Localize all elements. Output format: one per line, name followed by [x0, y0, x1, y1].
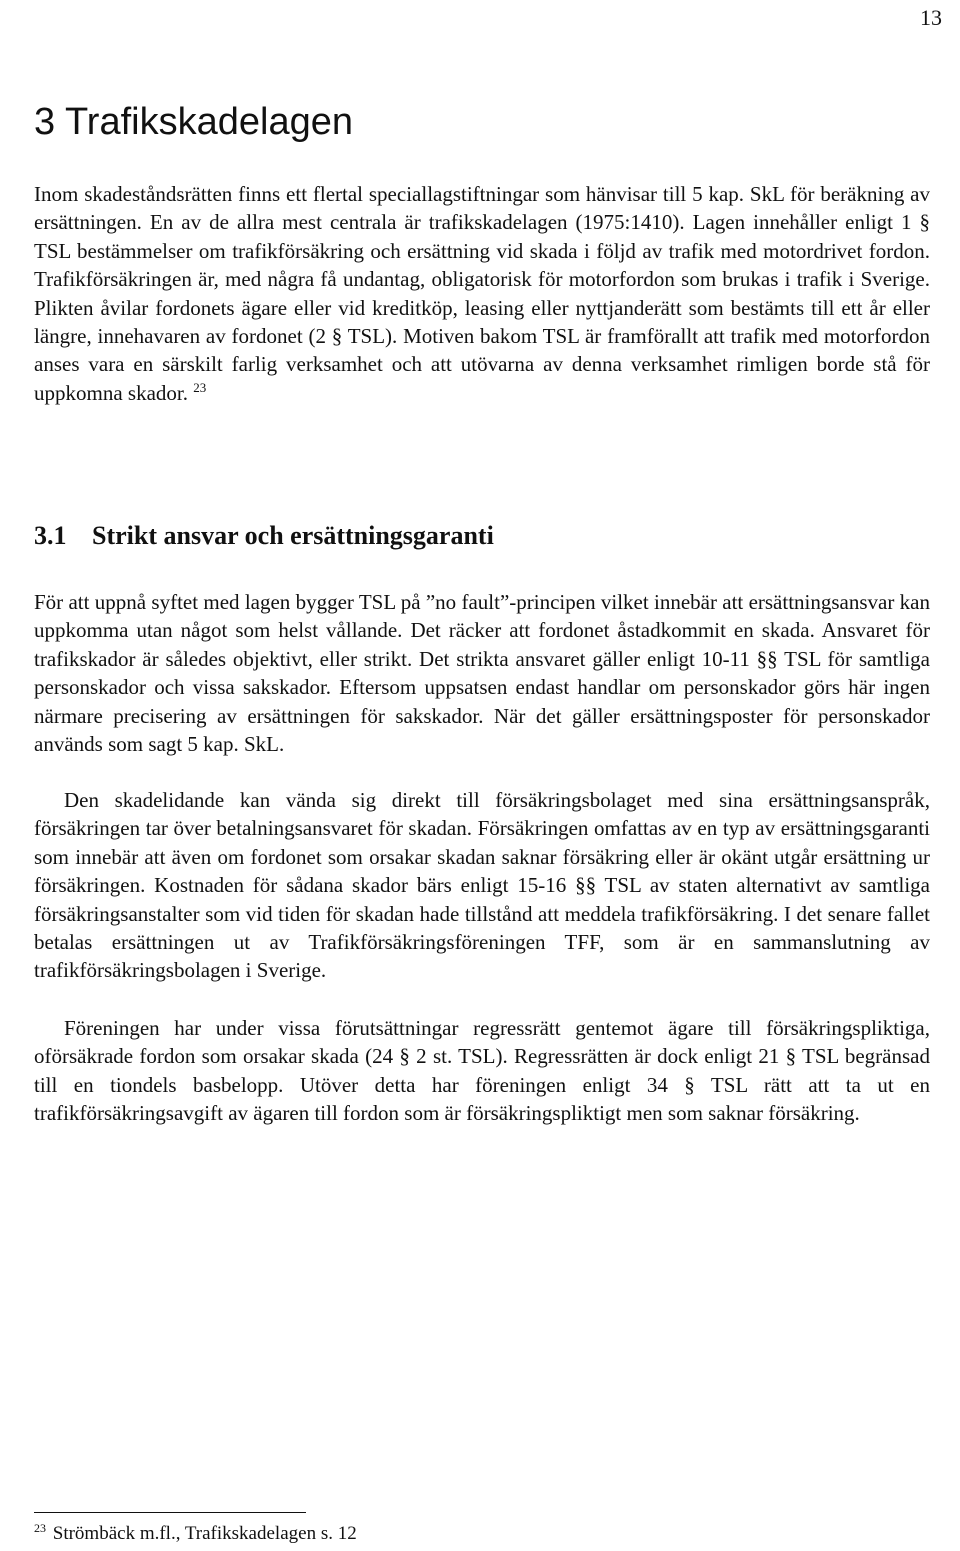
footnote-reference: 23 — [193, 379, 207, 395]
footnote — [34, 1522, 357, 1546]
page-number: 13 — [920, 5, 942, 30]
intro-paragraph — [34, 180, 930, 407]
intro-text: Inom skadeståndsrätten finns ett flertal speciallagstiftningar som hänvisar till 5 kap. SkL för beräkning av ersättningen. En av de allra mest centrala är trafikskadelagen (1975:1410). Lagen innehåller enligt 1 § TSL bestämmelser om trafikförsäkring och ersättning vid skada i följd av trafik med motordrivet fordon. Trafikförsäkringen är, med några få undantag, obligatorisk för motorfordon som brukas i trafik i Sverige. Plikten åvilar fordonets ägare eller vid kreditköp, leasing eller nyttjanderätt som bestämts till ett år eller längre, innehavaren av fordonet (2 § TSL). Motiven bakom TSL är framförallt att trafik med motorfordon anses vara en särskilt farlig verksamhet och att utövarna av denna verksamhet rimligen borde stå för uppkomna skador. — [34, 182, 930, 405]
paragraph-ersattningsgaranti: Den skadelidande kan vända sig direkt till försäkringsbolaget med sina ersättningsanspråk, försäkringen tar över betalningsansvaret för skadan. Försäkringen omfattas av en typ av ersättningsgaranti som innebär att även om fordonet som orsakar skadan saknar försäkring eller är okänt utgår ersättning ur försäkringen. Kostnaden för sådana skador bärs enligt 15-16 §§ TSL av staten alternativt av samtliga försäkringsanstalter som vid tiden för skadan hade tillstånd att meddela trafikförsäkring. I det senare fallet betalas ersättningen ut av Trafikförsäkringsföreningen TFF, som är en sammanslutning av trafikförsäkringsbolagen i Sverige. — [34, 788, 930, 983]
footnote-number: 23 — [34, 1520, 46, 1535]
section-title: Strikt ansvar och ersättningsgaranti — [92, 521, 494, 550]
section-number: 3.1 — [34, 521, 67, 550]
footnote-text: Strömbäck m.fl., Trafikskadelagen s. 12 — [52, 1523, 357, 1544]
paragraph-regressratt: Föreningen har under vissa förutsättningar regressrätt gentemot ägare till försäkringspliktiga, oförsäkrade fordon som orsakar skada (24 § 2 st. TSL). Regressrätten är dock enligt 21 § TSL begränsad till en tiondels basbelopp. Utöver detta har föreningen enligt 34 § TSL rätt att ta ut en trafikförsäkringsavgift av ägaren till fordon som är försäkringspliktigt men som saknar försäkring. — [34, 1016, 930, 1126]
section-heading — [34, 518, 494, 554]
footnote-separator — [34, 1512, 306, 1513]
paragraph-no-fault: För att uppnå syftet med lagen bygger TSL på ”no fault”-principen vilket innebär att ersättningsansvar kan uppkomma utan något som helst vållande. Det räcker att fordonet åstadkommit en skada. Ansvaret för trafikskador är således objektivt, eller strikt. Det strikta ansvaret gäller enligt 10-11 §§ TSL för samtliga personskador och vissa sakskador. Eftersom uppsatsen endast handlar om personskador görs här ingen närmare precisering av ersättningen för sakskador. När det gäller ersättningsposter för personskador används som sagt 5 kap. SkL. — [34, 590, 930, 757]
chapter-title: 3 Trafikskadelagen — [34, 101, 353, 143]
